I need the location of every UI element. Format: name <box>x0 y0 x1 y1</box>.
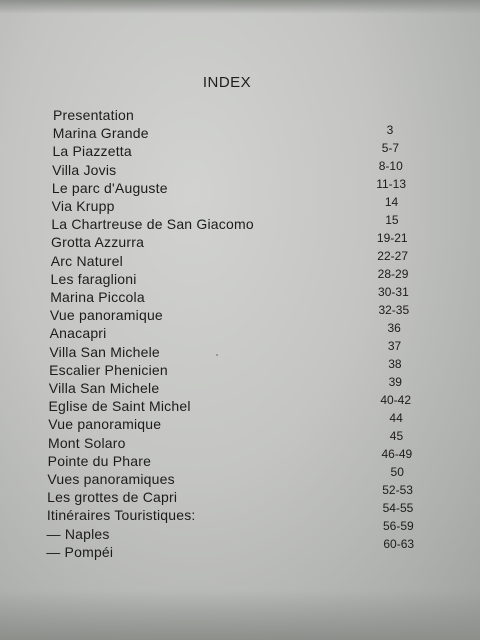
entry-title: Villa San Michele <box>49 343 160 360</box>
entry-title: Villa San Michele <box>48 380 160 396</box>
entry-title: Marina Grande <box>52 125 149 142</box>
entry-title: — Naples <box>46 525 110 542</box>
entry-title: Via Krupp <box>51 198 115 214</box>
entry-title: Eglise de Saint Michel <box>48 398 191 415</box>
entry-page-number: 60-63 <box>383 537 415 551</box>
entry-page-number: 8-10 <box>378 159 403 173</box>
entry-title: Les faraglioni <box>50 270 137 287</box>
entry-title: Vue panoramique <box>49 307 163 324</box>
entry-page-number: 52-53 <box>382 483 413 497</box>
entry-title: Presentation <box>53 107 135 123</box>
entry-page-number: 14 <box>384 195 399 209</box>
entry-page-number: 54-55 <box>382 501 414 515</box>
entry-title: La Piazzetta <box>52 143 132 160</box>
entry-title: Anacapri <box>49 325 107 342</box>
entry-page-number: 45 <box>389 429 404 443</box>
entry-page-number: 15 <box>385 213 399 227</box>
entry-title: Pointe du Phare <box>47 452 152 469</box>
entry-page-number: 38 <box>388 357 402 371</box>
entry-page-number: 22-27 <box>377 249 408 263</box>
entry-title: Grotta Azzurra <box>51 234 145 251</box>
entry-page-number: 3 <box>386 123 394 137</box>
entry-title: Itinéraires Touristiques: <box>46 507 196 524</box>
entry-page-number: 19-21 <box>376 231 408 245</box>
entry-page-number: 28-29 <box>377 267 409 281</box>
index-heading: INDEX <box>202 74 252 91</box>
entry-title: Arc Naturel <box>50 252 123 269</box>
entry-title: La Chartreuse de San Giacomo <box>51 216 254 233</box>
entry-title: Les grottes de Capri <box>47 489 178 506</box>
entry-page-number: 5-7 <box>381 141 400 155</box>
entry-page-number: 50 <box>390 465 404 479</box>
entry-page-number: 32-35 <box>378 303 410 317</box>
entry-page-number: 40-42 <box>380 393 412 407</box>
entry-page-number: 37 <box>387 339 402 353</box>
entry-title: Escalier Phenicien <box>49 361 168 378</box>
entry-page-number: 30-31 <box>378 285 409 299</box>
entry-title: Villa Jovis <box>52 161 117 178</box>
entry-title: Vue panoramique <box>48 416 162 433</box>
entry-page-number: 46-49 <box>381 447 413 461</box>
entry-page-number: 39 <box>388 375 402 389</box>
entry-title: Le parc d'Auguste <box>51 179 168 196</box>
entry-page-number: 11-13 <box>376 177 407 191</box>
entry-title: — Pompéi <box>46 543 114 560</box>
entry-title: Marina Piccola <box>50 289 145 305</box>
entry-page-number: 36 <box>387 321 401 335</box>
entry-page-number: 44 <box>389 411 403 425</box>
paper-speck <box>216 354 218 356</box>
entry-title: Mont Solaro <box>47 434 126 451</box>
entry-page-number: 56-59 <box>383 519 414 533</box>
entry-title: Vues panoramiques <box>47 471 175 487</box>
